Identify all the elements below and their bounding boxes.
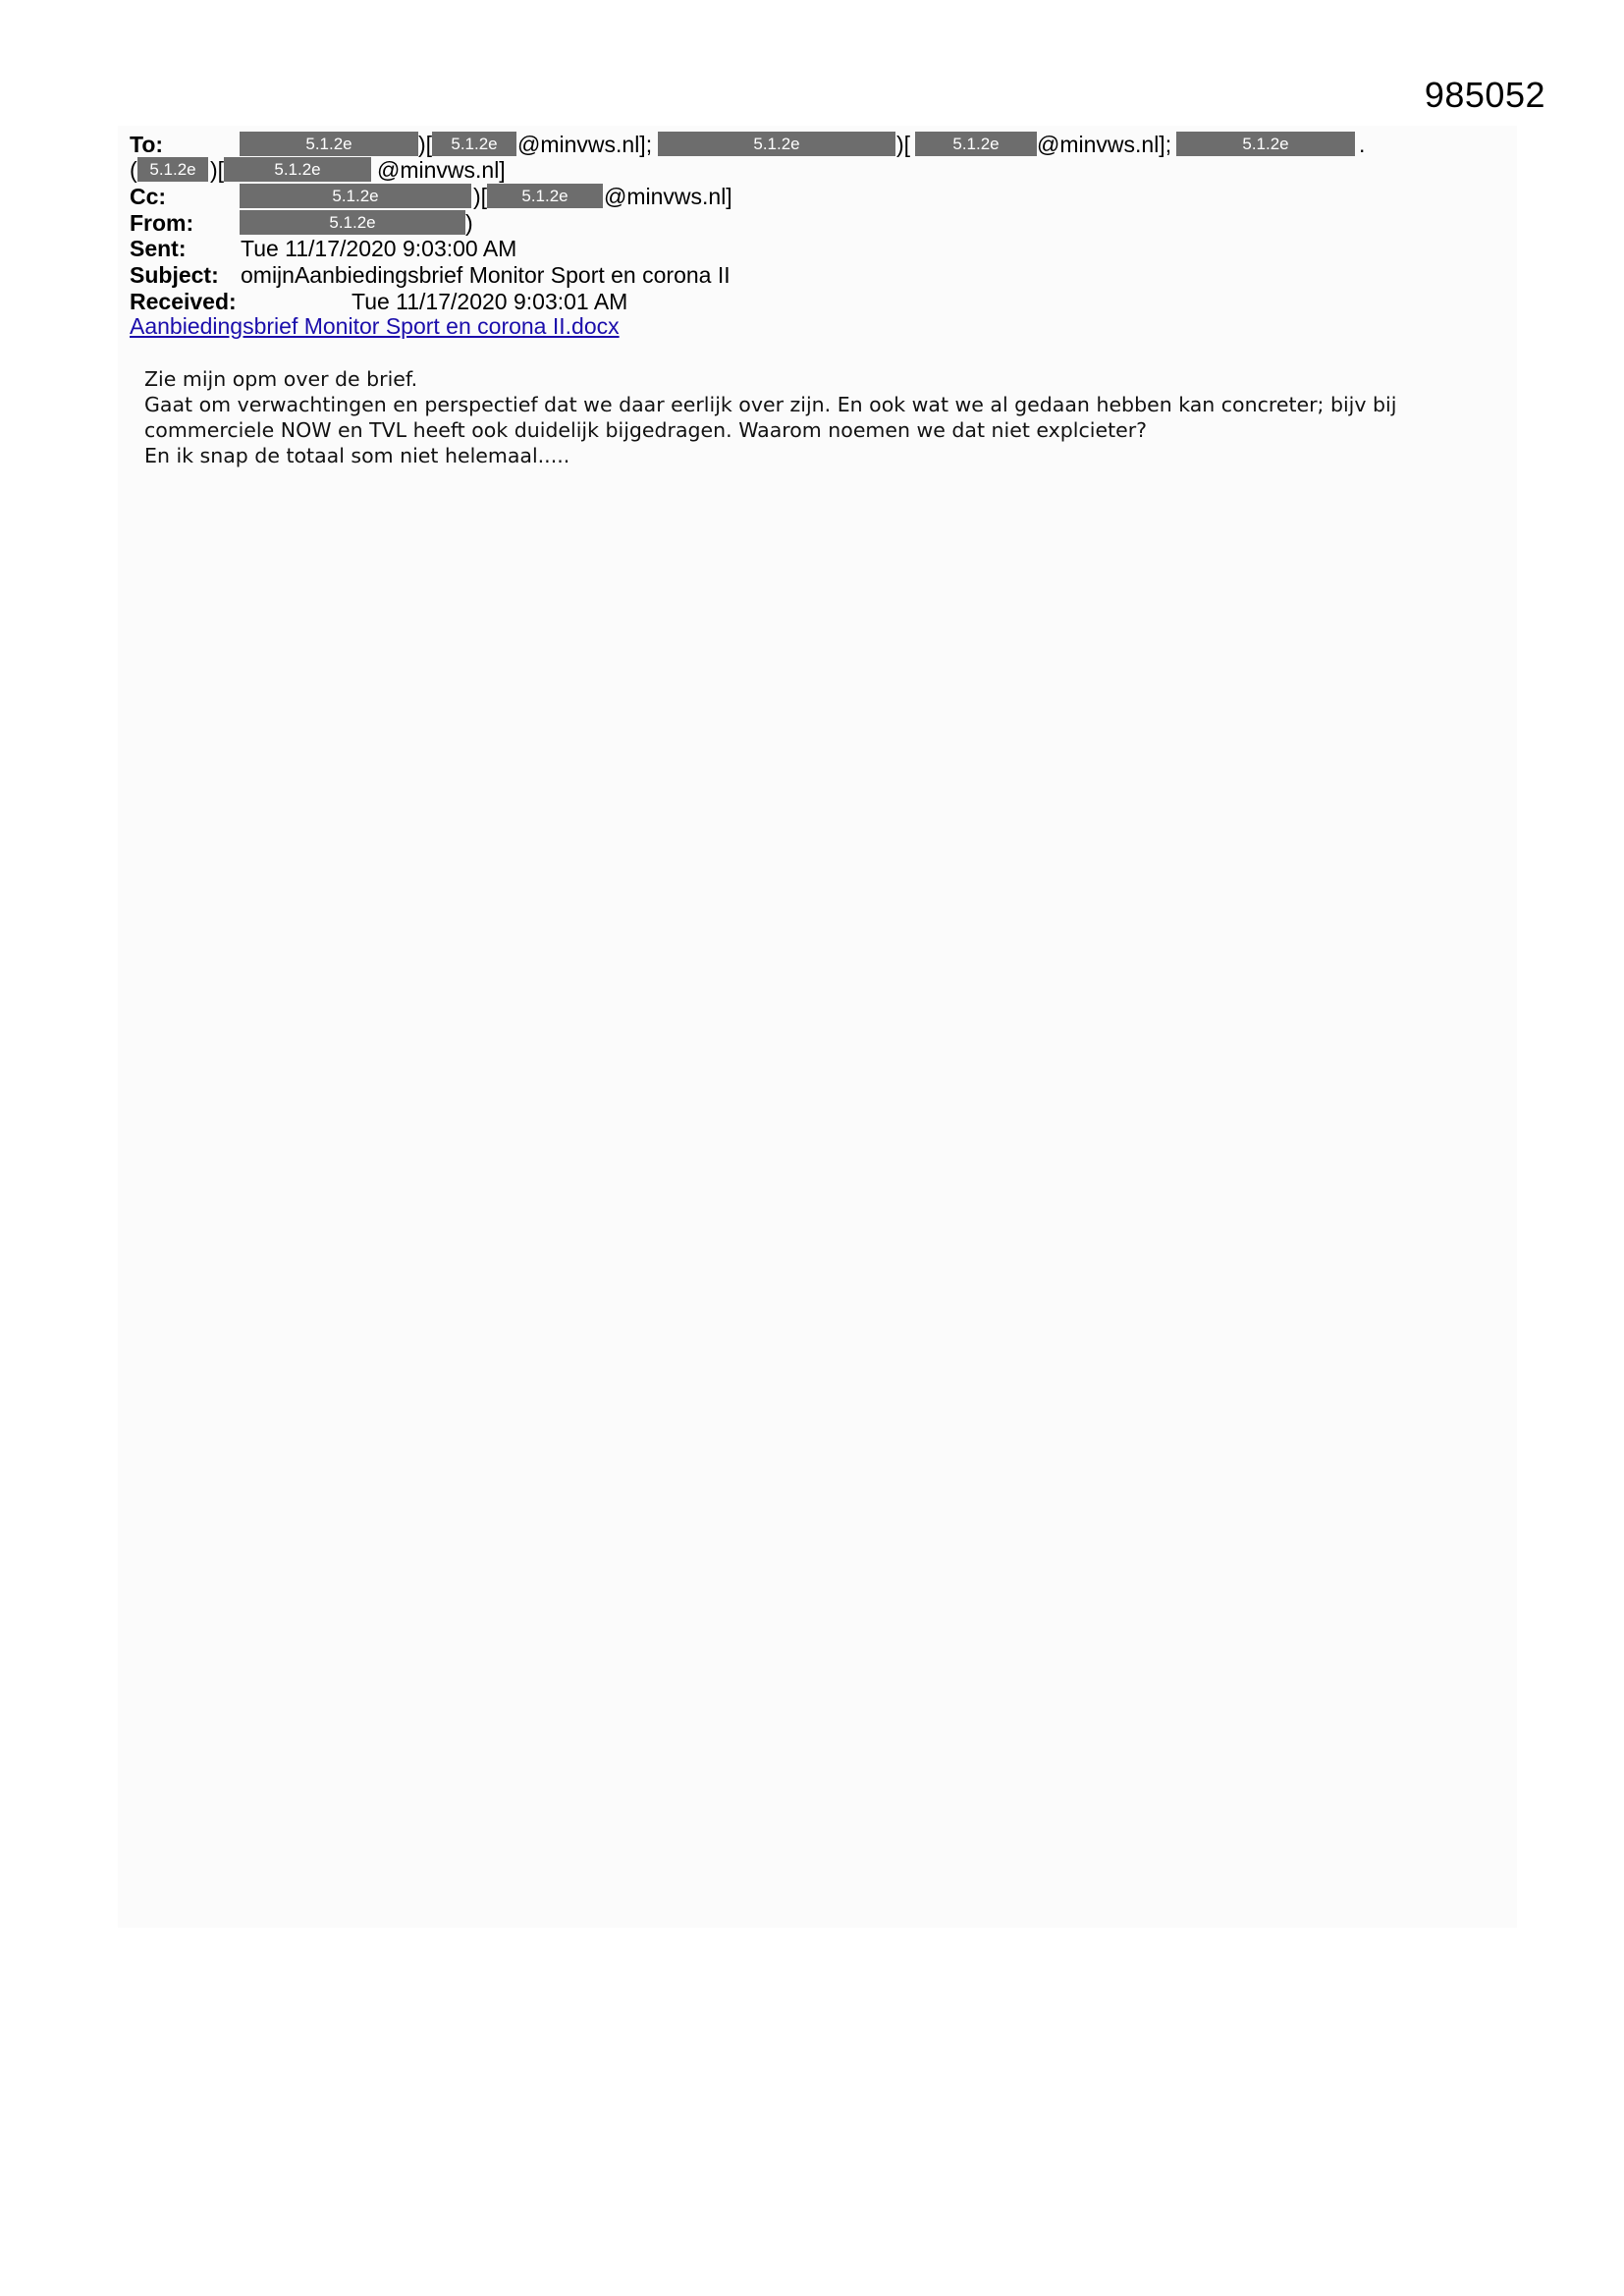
redaction-box: 5.1.2e xyxy=(1176,132,1355,156)
to-email-domain: @minvws.nl]; xyxy=(1037,132,1172,157)
sent-row xyxy=(130,236,719,262)
to-label: To: xyxy=(130,132,164,157)
subject-row xyxy=(130,262,1013,289)
redaction-box: 5.1.2e xyxy=(137,157,208,182)
body-line: commerciele NOW en TVL heeft ook duidelijk bijgedragen. Waarom noemen we dat niet explcieter? xyxy=(144,418,1148,442)
received-label: Received: xyxy=(130,289,237,314)
from-close-paren: ) xyxy=(465,210,473,236)
body-line: Zie mijn opm over de brief. xyxy=(144,367,418,391)
document-number: 985052 xyxy=(1424,75,1545,115)
attachment-link[interactable]: Aanbiedingsbrief Monitor Sport en corona II.docx xyxy=(130,313,620,339)
redaction-box: 5.1.2e xyxy=(224,157,371,182)
from-row xyxy=(130,210,621,237)
to-row-continued xyxy=(130,157,621,184)
body-line: Gaat om verwachtingen en perspectief dat we daar eerlijk over zijn. En ook wat we al gedaan hebben kan concreter; bijv bij xyxy=(144,393,1397,416)
subject-value: omijnAanbiedingsbrief Monitor Sport en corona II xyxy=(241,262,731,288)
redaction-box: 5.1.2e xyxy=(240,210,465,235)
to-separator: )[ xyxy=(210,157,225,183)
redaction-box: 5.1.2e xyxy=(432,132,516,156)
redaction-box: 5.1.2e xyxy=(240,132,418,156)
sent-value: Tue 11/17/2020 9:03:00 AM xyxy=(241,236,517,261)
redaction-box: 5.1.2e xyxy=(915,132,1037,156)
redaction-box: 5.1.2e xyxy=(658,132,895,156)
redaction-box: 5.1.2e xyxy=(240,184,471,208)
received-value: Tue 11/17/2020 9:03:01 AM xyxy=(352,289,628,314)
redaction-box: 5.1.2e xyxy=(487,184,603,208)
to-row xyxy=(130,132,1406,158)
to-open-paren: ( xyxy=(130,157,137,183)
cc-email-domain: @minvws.nl] xyxy=(604,184,732,209)
subject-label: Subject: xyxy=(130,262,219,288)
cc-label: Cc: xyxy=(130,184,167,209)
email-body xyxy=(144,366,1396,468)
cc-separator: )[ xyxy=(473,184,488,209)
to-separator: )[ xyxy=(418,132,433,157)
to-email-domain: @minvws.nl]; xyxy=(517,132,653,157)
to-email-domain: @minvws.nl] xyxy=(377,157,506,183)
to-separator: )[ xyxy=(896,132,911,157)
cc-row xyxy=(130,184,915,210)
received-row xyxy=(130,289,817,315)
sent-label: Sent: xyxy=(130,236,187,261)
from-label: From: xyxy=(130,210,194,236)
body-line: En ik snap de totaal som niet helemaal..... xyxy=(144,444,570,467)
to-trailing-dot: . xyxy=(1359,132,1366,157)
